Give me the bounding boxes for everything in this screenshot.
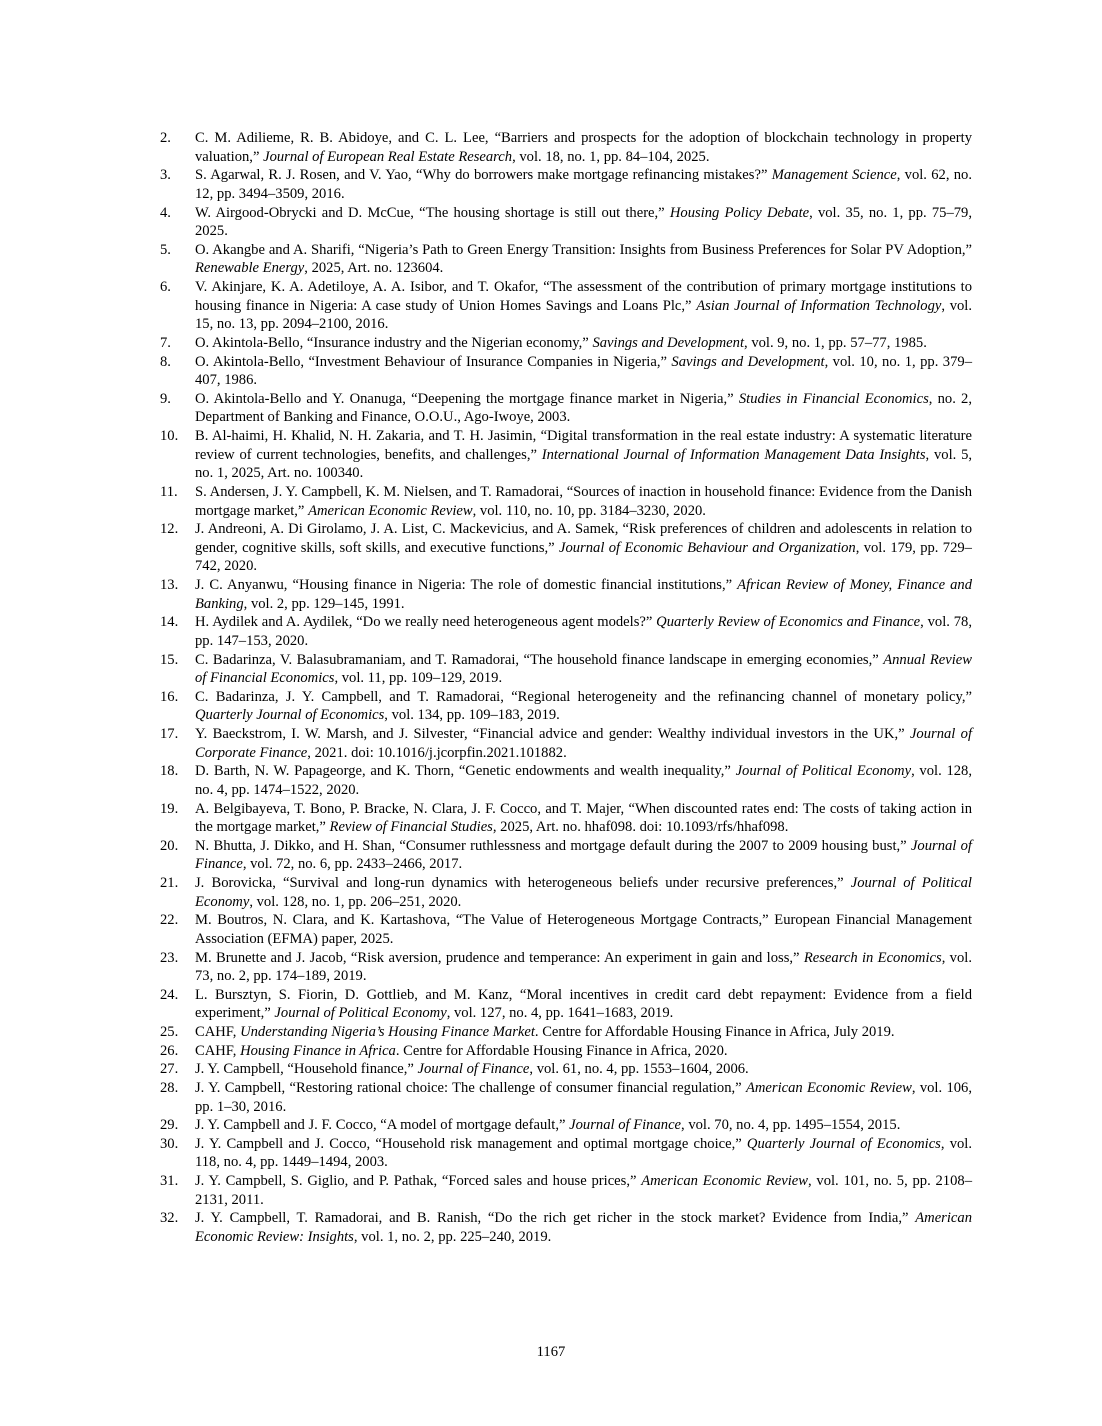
reference-item xyxy=(160,166,972,203)
reference-text-segment: , vol. 73, no. 2, pp. 174–189, 2019. xyxy=(195,949,972,985)
reference-item xyxy=(160,911,972,948)
reference-text-segment: M. Brunette and J. Jacob, “Risk aversion, prudence and temperance: An experiment in gain and loss,” xyxy=(195,949,804,966)
reference-number: 8. xyxy=(160,353,171,370)
reference-text-segment: , vol. 11, pp. 109–129, 2019. xyxy=(334,670,503,687)
reference-number: 30. xyxy=(160,1135,179,1152)
reference-item xyxy=(160,651,972,688)
reference-item xyxy=(160,762,972,799)
reference-source-title: Savings and Development xyxy=(592,334,745,351)
reference-item xyxy=(160,986,972,1023)
reference-number: 25. xyxy=(160,1024,179,1040)
reference-text-segment: , vol. 110, no. 10, pp. 3184–3230, 2020. xyxy=(472,502,706,519)
reference-text xyxy=(195,688,972,725)
reference-text-segment: , vol. 61, no. 4, pp. 1553–1604, 2006. xyxy=(529,1061,749,1078)
reference-number: 7. xyxy=(160,334,171,351)
reference-item xyxy=(160,390,972,427)
reference-text-segment: , vol. 9, no. 1, pp. 57–77, 1985. xyxy=(744,334,927,351)
reference-text xyxy=(195,483,972,520)
reference-text-segment: , vol. 127, no. 4, pp. 1641–1683, 2019. xyxy=(446,1005,674,1022)
reference-number: 3. xyxy=(160,167,171,184)
reference-text-segment: O. Akintola-Bello, “Insurance industry and the Nigerian economy,” xyxy=(195,334,593,351)
reference-number: 24. xyxy=(160,986,179,1003)
reference-text xyxy=(195,1042,972,1061)
reference-text xyxy=(195,1116,972,1135)
reference-source-title: Asian Journal of Information Technology xyxy=(696,297,942,314)
reference-number: 4. xyxy=(160,204,171,221)
reference-item xyxy=(160,1023,972,1042)
reference-item xyxy=(160,1172,972,1209)
reference-text-segment: , vol. 101, no. 5, pp. 2108–2131, 2011. xyxy=(195,1173,972,1208)
reference-item xyxy=(160,241,972,278)
reference-source-title: African Review of Money, Finance and Banking xyxy=(195,577,972,612)
reference-text-segment: , no. 2, Department of Banking and Finance, O.O.U., Ago-Iwoye, 2003. xyxy=(195,390,973,426)
reference-text-segment: , vol. 134, pp. 109–183, 2019. xyxy=(384,707,560,724)
reference-text xyxy=(195,353,972,390)
reference-number: 11. xyxy=(160,483,178,500)
reference-text-segment: J. Y. Campbell, T. Ramadorai, and B. Ranish, “Do the rich get richer in the stock market? Evidence from India,” xyxy=(195,1210,916,1227)
reference-source-title: Journal of Finance xyxy=(417,1061,530,1078)
reference-text-segment: , vol. 35, no. 1, pp. 75–79, 2025. xyxy=(195,204,972,240)
reference-text-segment: J. C. Anyanwu, “Housing finance in Nigeria: The role of domestic financial institutions,” xyxy=(195,577,738,593)
reference-text-segment: , 2025, Art. no. 123604. xyxy=(304,260,444,277)
reference-text xyxy=(195,613,972,650)
reference-number: 6. xyxy=(160,279,171,295)
reference-text xyxy=(195,427,972,483)
reference-source-title: American Economic Review xyxy=(745,1079,912,1096)
reference-item xyxy=(160,129,972,166)
reference-text xyxy=(195,129,972,166)
reference-text xyxy=(195,241,972,278)
reference-item xyxy=(160,837,972,874)
reference-text xyxy=(195,874,972,911)
reference-number: 23. xyxy=(160,949,179,966)
reference-text xyxy=(195,334,972,353)
reference-text xyxy=(195,1135,972,1172)
reference-text-segment: , vol. 118, no. 4, pp. 1449–1494, 2003. xyxy=(195,1135,973,1171)
reference-text-segment: O. Akintola-Bello, “Investment Behaviour of Insurance Companies in Nigeria,” xyxy=(195,353,672,370)
reference-item xyxy=(160,1135,972,1172)
reference-text-segment: . Centre for Affordable Housing Finance in Africa, 2020. xyxy=(395,1042,728,1059)
reference-number: 12. xyxy=(160,521,179,538)
reference-text-segment: J. Y. Campbell and J. Cocco, “Household risk management and optimal mortgage choice,” xyxy=(195,1135,747,1152)
reference-item xyxy=(160,949,972,986)
reference-text-segment: B. Al-haimi, H. Khalid, N. H. Zakaria, and T. H. Jasimin, “Digital transformation in the real estate industry: A systematic literature review of current technologies, benefits, and challenges,” xyxy=(195,428,972,463)
page-number: 1167 xyxy=(536,1344,566,1360)
reference-text-segment: N. Bhutta, J. Dikko, and H. Shan, “Consumer ruthlessness and mortgage default during the 2007 to 2009 housing bust,” xyxy=(195,837,911,854)
reference-text xyxy=(195,204,972,241)
reference-text xyxy=(195,949,972,986)
reference-text xyxy=(195,651,972,688)
reference-source-title: Studies in Financial Economics xyxy=(738,390,929,407)
reference-text xyxy=(195,1060,972,1079)
reference-item xyxy=(160,800,972,837)
reference-source-title: Journal of Political Economy xyxy=(735,763,912,780)
reference-text-segment: M. Boutros, N. Clara, and K. Kartashova, “The Value of Heterogeneous Mortgage Contracts,” European Financial Management Association (EFMA) paper, 2025. xyxy=(195,912,972,947)
reference-number: 15. xyxy=(160,651,179,668)
reference-number: 18. xyxy=(160,763,179,780)
reference-text-segment: C. M. Adilieme, R. B. Abidoye, and C. L. Lee, “Barriers and prospects for the adoption of blockchain technology in property valuation,” xyxy=(195,130,972,165)
reference-item xyxy=(160,725,972,762)
reference-number: 16. xyxy=(160,688,179,705)
reference-text-segment: . Centre for Affordable Housing Finance in Africa, July 2019. xyxy=(534,1024,895,1040)
reference-text-segment: J. Y. Campbell, S. Giglio, and P. Pathak, “Forced sales and house prices,” xyxy=(195,1173,642,1189)
reference-source-title: Annual Review of Financial Economics xyxy=(195,651,972,687)
reference-source-title: Understanding Nigeria’s Housing Finance Market xyxy=(240,1024,535,1040)
reference-source-title: International Journal of Information Management Data Insights xyxy=(541,446,926,463)
reference-item xyxy=(160,1116,972,1135)
reference-text-segment: , vol. 70, no. 4, pp. 1495–1554, 2015. xyxy=(681,1117,901,1134)
reference-text-segment: , vol. 78, pp. 147–153, 2020. xyxy=(195,614,972,649)
reference-text-segment: , vol. 15, no. 13, pp. 2094–2100, 2016. xyxy=(195,297,973,333)
reference-text-segment: S. Agarwal, R. J. Rosen, and V. Yao, “Why do borrowers make mortgage refinancing mistakes?” xyxy=(195,167,772,184)
reference-source-title: Quarterly Review of Economics and Finance xyxy=(656,614,921,631)
reference-number: 10. xyxy=(160,428,179,444)
reference-text-segment: J. Y. Campbell, “Restoring rational choice: The challenge of consumer financial regulation,” xyxy=(195,1079,746,1096)
reference-source-title: Review of Financial Studies xyxy=(329,819,493,836)
reference-text xyxy=(195,390,972,427)
reference-number: 14. xyxy=(160,614,179,631)
reference-text-segment: H. Aydilek and A. Aydilek, “Do we really need heterogeneous agent models?” xyxy=(195,614,657,631)
reference-number: 22. xyxy=(160,912,179,929)
reference-text-segment: , 2021. doi: 10.1016/j.jcorpfin.2021.101882. xyxy=(307,744,567,761)
reference-number: 27. xyxy=(160,1061,179,1078)
reference-source-title: Quarterly Journal of Economics xyxy=(746,1135,941,1152)
reference-item xyxy=(160,520,972,576)
reference-text-segment: J. Y. Campbell and J. F. Cocco, “A model of mortgage default,” xyxy=(195,1117,570,1134)
reference-text-segment: J. Y. Campbell, “Household finance,” xyxy=(195,1061,418,1078)
reference-item xyxy=(160,334,972,353)
reference-item xyxy=(160,874,972,911)
reference-text-segment: A. Belgibayeva, T. Bono, P. Bracke, N. Clara, J. F. Cocco, and T. Majer, “When discounted rates end: The costs of taking action in the mortgage market,” xyxy=(195,800,972,836)
reference-text-segment: V. Akinjare, K. A. Adetiloye, A. A. Isibor, and T. Okafor, “The assessment of the contribution of primary mortgage institutions to housing finance in Nigeria: A case study of Union Homes Savings and Loans Plc,” xyxy=(195,279,972,314)
reference-source-title: Journal of Finance xyxy=(195,837,972,873)
reference-text-segment: , vol. 18, no. 1, pp. 84–104, 2025. xyxy=(512,148,710,165)
reference-text xyxy=(195,166,972,203)
reference-number: 31. xyxy=(160,1173,179,1189)
reference-source-title: Journal of Finance xyxy=(569,1117,682,1134)
reference-number: 19. xyxy=(160,800,179,817)
reference-text-segment: , vol. 128, no. 4, pp. 1474–1522, 2020. xyxy=(195,763,972,798)
reference-text xyxy=(195,762,972,799)
reference-item xyxy=(160,688,972,725)
reference-text-segment: O. Akangbe and A. Sharifi, “Nigeria’s Path to Green Energy Transition: Insights from Business Preferences for Solar PV Adoption,” xyxy=(195,241,972,258)
reference-text-segment: CAHF, xyxy=(195,1042,241,1059)
reference-text xyxy=(195,576,972,613)
reference-text xyxy=(195,1172,972,1209)
reference-text-segment: , vol. 72, no. 6, pp. 2433–2466, 2017. xyxy=(242,856,463,873)
reference-number: 26. xyxy=(160,1042,179,1059)
reference-text xyxy=(195,1079,972,1116)
reference-text-segment: O. Akintola-Bello and Y. Onanuga, “Deepening the mortgage finance market in Nigeria,” xyxy=(195,390,739,407)
reference-text-segment: , vol. 62, no. 12, pp. 3494–3509, 2016. xyxy=(195,167,972,202)
reference-source-title: Housing Finance in Africa xyxy=(240,1042,396,1059)
reference-text xyxy=(195,1209,972,1246)
reference-source-title: Housing Policy Debate xyxy=(669,204,810,221)
reference-text-segment: S. Andersen, J. Y. Campbell, K. M. Nielsen, and T. Ramadorai, “Sources of inaction in household finance: Evidence from the Danish mortgage market,” xyxy=(195,483,972,519)
reference-text xyxy=(195,520,972,576)
reference-text-segment: , vol. 106, pp. 1–30, 2016. xyxy=(195,1079,972,1115)
reference-text-segment: W. Airgood-Obrycki and D. McCue, “The housing shortage is still out there,” xyxy=(195,204,670,221)
reference-item xyxy=(160,1079,972,1116)
reference-text-segment: , vol. 128, no. 1, pp. 206–251, 2020. xyxy=(249,893,462,910)
reference-item xyxy=(160,576,972,613)
reference-source-title: American Economic Review xyxy=(308,502,473,519)
reference-text xyxy=(195,1023,972,1042)
reference-text-segment: C. Badarinza, J. Y. Campbell, and T. Ramadorai, “Regional heterogeneity and the refinancing channel of monetary policy,” xyxy=(195,688,972,705)
reference-item xyxy=(160,613,972,650)
reference-text xyxy=(195,911,972,948)
reference-text-segment: , vol. 179, pp. 729–742, 2020. xyxy=(195,539,972,575)
reference-item xyxy=(160,1209,972,1246)
reference-number: 5. xyxy=(160,241,171,258)
reference-number: 17. xyxy=(160,726,179,742)
reference-text xyxy=(195,278,972,334)
reference-source-title: Journal of Political Economy xyxy=(195,875,972,910)
reference-number: 32. xyxy=(160,1210,179,1227)
reference-source-title: Management Science xyxy=(771,167,897,184)
reference-text-segment: , 2025, Art. no. hhaf098. doi: 10.1093/rfs/hhaf098. xyxy=(492,819,789,836)
reference-item xyxy=(160,483,972,520)
reference-source-title: Quarterly Journal of Economics xyxy=(195,707,385,724)
reference-source-title: Journal of European Real Estate Research xyxy=(263,148,513,165)
reference-text-segment: , vol. 10, no. 1, pp. 379–407, 1986. xyxy=(195,353,972,389)
reference-source-title: Journal of Political Economy xyxy=(274,1005,447,1022)
reference-item xyxy=(160,1060,972,1079)
reference-text-segment: , vol. 5, no. 1, 2025, Art. no. 100340. xyxy=(195,446,973,482)
reference-source-title: Renewable Energy xyxy=(195,260,305,277)
reference-item xyxy=(160,278,972,334)
reference-text xyxy=(195,837,972,874)
reference-source-title: American Economic Review xyxy=(641,1173,808,1189)
reference-source-title: Research in Economics xyxy=(803,949,942,966)
reference-source-title: Savings and Development xyxy=(671,353,825,370)
reference-list xyxy=(160,129,972,1247)
reference-text xyxy=(195,986,972,1023)
reference-number: 2. xyxy=(160,130,171,146)
reference-text-segment: L. Bursztyn, S. Fiorin, D. Gottlieb, and M. Kanz, “Moral incentives in credit card debt repayment: Evidence from a field experiment,” xyxy=(195,986,972,1022)
reference-text-segment: D. Barth, N. W. Papageorge, and K. Thorn, “Genetic endowments and wealth inequality,” xyxy=(195,763,736,780)
reference-number: 9. xyxy=(160,390,171,407)
reference-number: 21. xyxy=(160,875,179,891)
reference-number: 29. xyxy=(160,1117,179,1134)
reference-number: 28. xyxy=(160,1079,179,1096)
reference-text-segment: , vol. 1, no. 2, pp. 225–240, 2019. xyxy=(353,1228,552,1245)
reference-text-segment: J. Borovicka, “Survival and long-run dynamics with heterogeneous beliefs under recursive preferences,” xyxy=(195,875,851,891)
reference-text xyxy=(195,800,972,837)
reference-source-title: Journal of Economic Behaviour and Organization xyxy=(558,539,856,556)
reference-text-segment: , vol. 2, pp. 129–145, 1991. xyxy=(243,595,405,612)
reference-source-title: Journal of Corporate Finance xyxy=(195,726,972,761)
reference-text-segment: CAHF, xyxy=(195,1024,241,1040)
reference-item xyxy=(160,1042,972,1061)
reference-text xyxy=(195,725,972,762)
reference-number: 13. xyxy=(160,577,179,593)
reference-text-segment: J. Andreoni, A. Di Girolamo, J. A. List, C. Mackevicius, and A. Samek, “Risk preferences of children and adolescents in relation to gender, cognitive skills, soft skills, and executive functions,” xyxy=(195,521,972,556)
reference-number: 20. xyxy=(160,837,179,854)
reference-item xyxy=(160,427,972,483)
reference-text-segment: C. Badarinza, V. Balasubramaniam, and T. Ramadorai, “The household finance landscape in emerging economies,” xyxy=(195,651,884,668)
reference-item xyxy=(160,353,972,390)
reference-item xyxy=(160,204,972,241)
reference-source-title: American Economic Review: Insights xyxy=(195,1210,972,1245)
reference-text-segment: Y. Baeckstrom, I. W. Marsh, and J. Silvester, “Financial advice and gender: Wealthy individual investors in the UK,” xyxy=(195,726,910,742)
